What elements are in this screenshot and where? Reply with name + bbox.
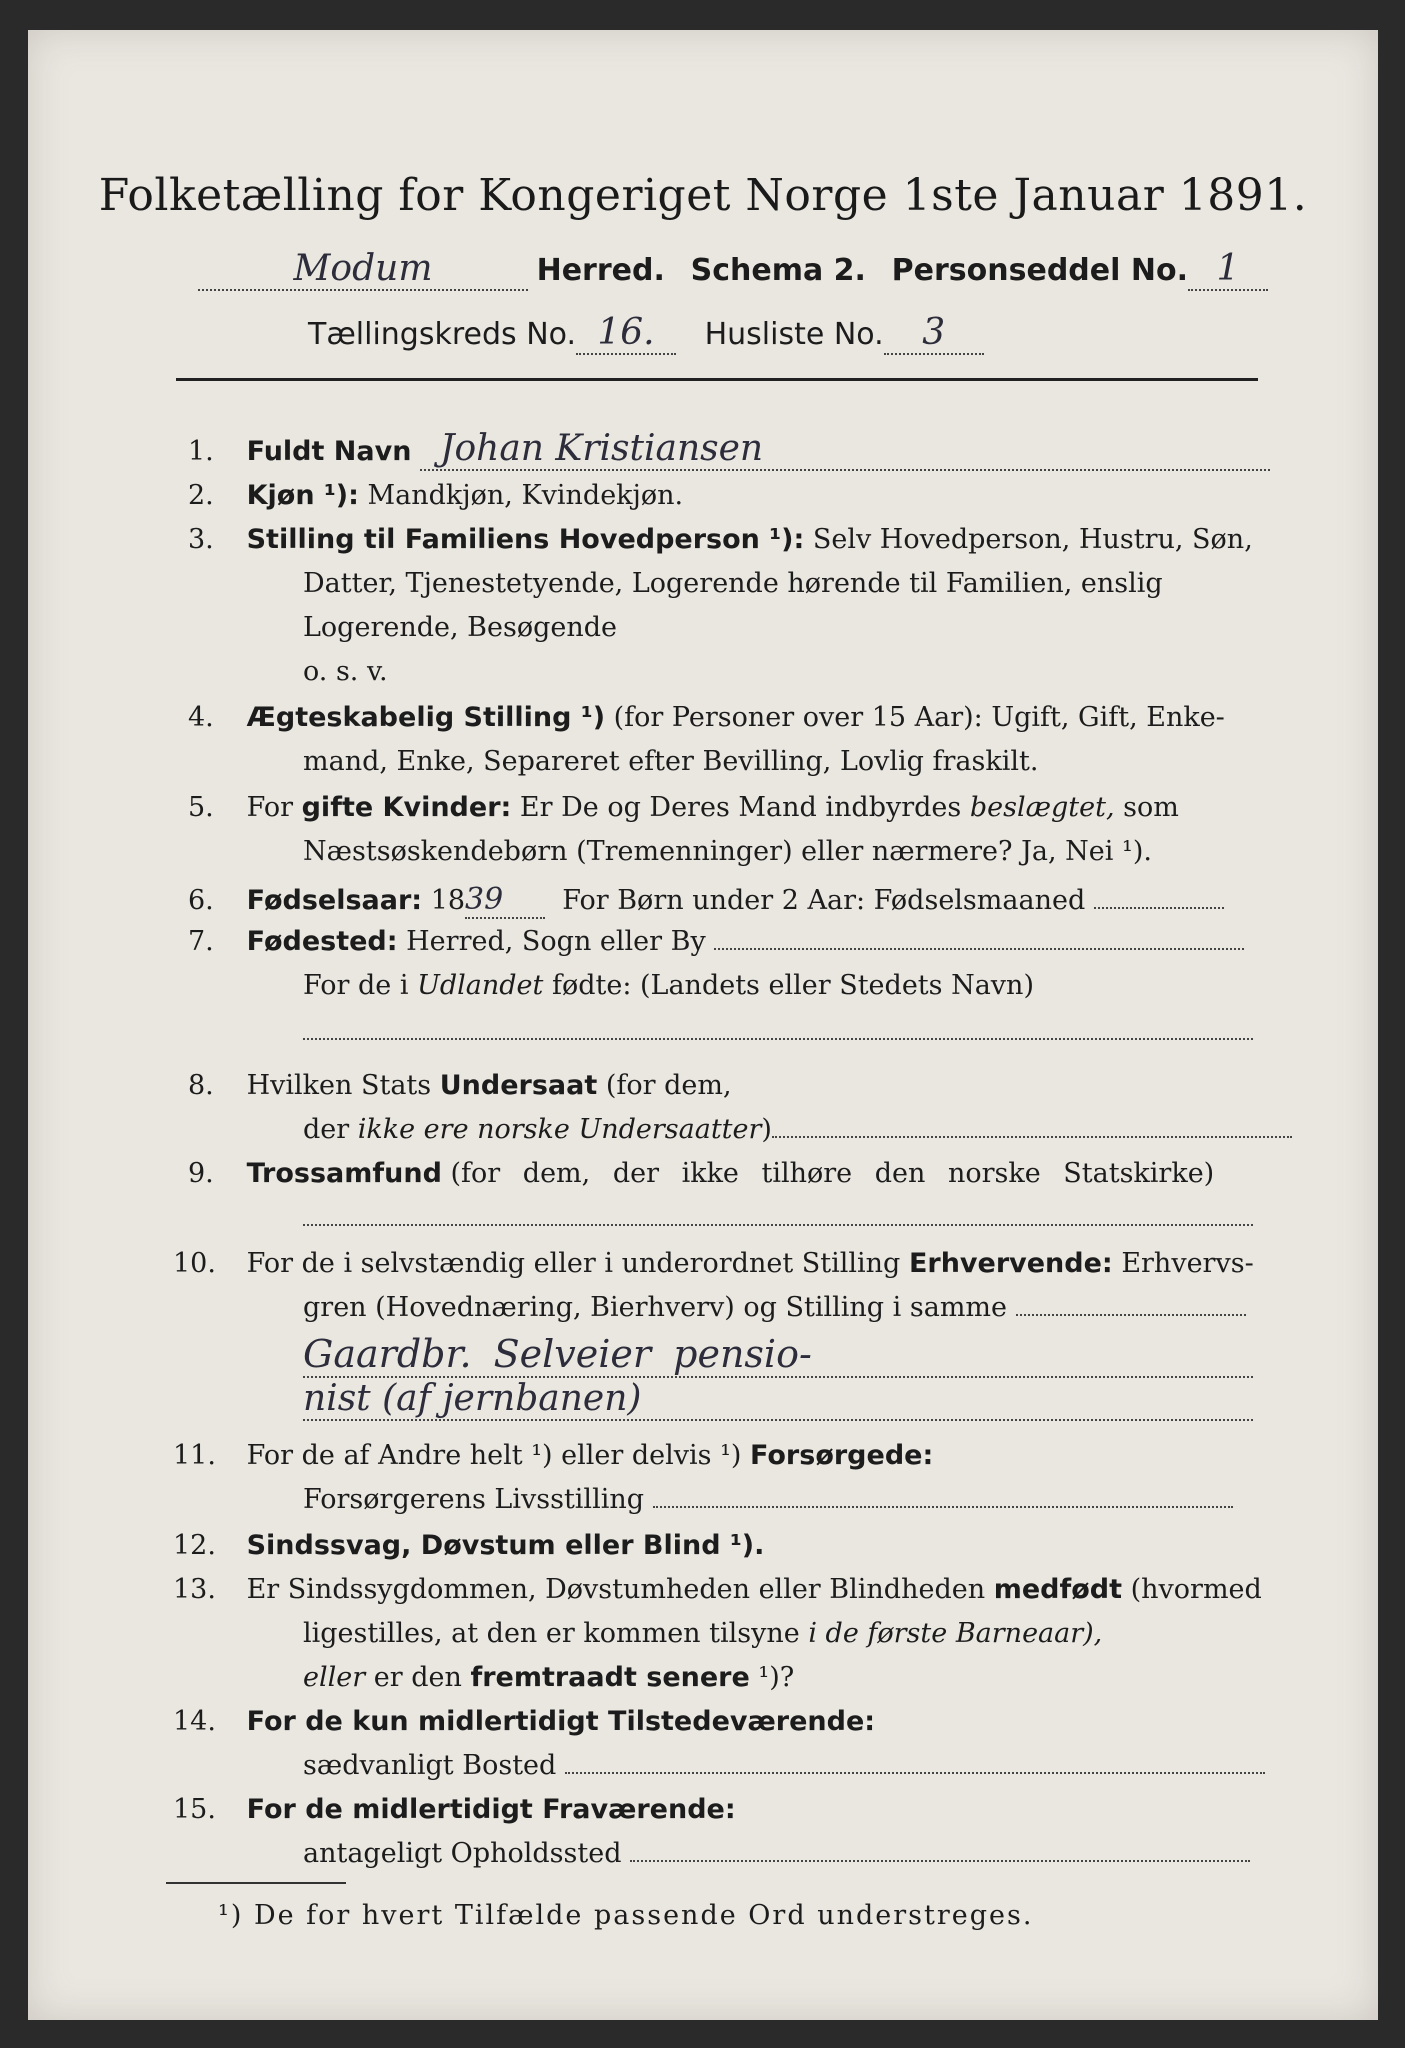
personseddel-value: 1: [1188, 248, 1268, 291]
q6-month-blank: [1094, 907, 1224, 909]
question-4: [188, 702, 1225, 733]
kreds-row: [308, 312, 984, 355]
q7-label: Fødested:: [246, 926, 398, 957]
q13-number: 13.: [173, 1574, 216, 1605]
q10-number: 10.: [173, 1248, 216, 1279]
q13-text-3a: eller: [303, 1662, 366, 1693]
q8-number: 8.: [188, 1070, 214, 1101]
q8-text-2b: ikke ere norske Undersaatter: [357, 1114, 762, 1145]
q10-text-2: gren (Hovednæring, Bierhverv) og Stilling i samme: [303, 1292, 1008, 1323]
q15-row-2: [303, 1838, 1250, 1869]
footnote: ¹) De for hvert Tilfælde passende Ord understreges.: [218, 1900, 1034, 1931]
q8-blank: [772, 1136, 1292, 1138]
q1-name-value: Johan Kristiansen: [420, 428, 1270, 471]
q3-options-3: Logerende, Besøgende: [303, 612, 617, 643]
q11-number: 11.: [173, 1440, 216, 1471]
census-form-page: [28, 30, 1378, 2020]
q11-text-2: Forsørgerens Livsstilling: [303, 1484, 645, 1515]
q2-options: Mandkjøn, Kvindekjøn.: [367, 480, 684, 511]
husliste-label: Husliste No.: [704, 317, 884, 352]
q13-text-1b: (hvormed: [1130, 1574, 1262, 1605]
q7-number: 7.: [188, 926, 214, 957]
question-12: [173, 1530, 764, 1561]
q14-text-2: sædvanligt Bosted: [303, 1750, 557, 1781]
q5-text-1c: som: [1123, 792, 1179, 823]
q9-text: (for dem, der ikke tilhøre den norske Statskirke): [450, 1158, 1215, 1189]
question-1: [188, 428, 1270, 471]
q4-number: 4.: [188, 702, 214, 733]
question-13: [173, 1574, 1262, 1605]
q3-label: Stilling til Familiens Hovedperson ¹):: [246, 524, 805, 555]
q7-blank: [714, 948, 1244, 950]
question-9: [188, 1158, 1214, 1189]
q9-blank: [303, 1202, 1253, 1233]
q13-text-1: Er Sindssygdommen, Døvstumheden eller Blindheden: [246, 1574, 986, 1605]
q12-number: 12.: [173, 1530, 216, 1561]
q15-label: For de midlertidigt Fraværende:: [246, 1794, 736, 1825]
q13-row-2: [303, 1618, 1102, 1649]
q11-text-1: For de af Andre helt ¹) eller delvis ¹): [246, 1440, 742, 1471]
question-8: [188, 1070, 732, 1101]
header-rule: [176, 378, 1258, 381]
question-14: [173, 1706, 875, 1737]
q13-text-3c: fremtraadt senere: [470, 1662, 750, 1693]
q5-text-2: Næstsøskendebørn (Tremenninger) eller nærmere? Ja, Nei ¹).: [303, 836, 1152, 867]
q10-row-2: [303, 1292, 1246, 1323]
q7-foreign-row: [303, 970, 1034, 1001]
q7-text-2b: Udlandet: [417, 970, 544, 1001]
q4-label: Ægteskabelig Stilling ¹): [246, 702, 606, 733]
q2-number: 2.: [188, 480, 214, 511]
q5-text-1b: beslægtet,: [969, 792, 1115, 823]
q13-text-2a: ligestilles, at den er kommen tilsyne: [303, 1618, 800, 1649]
kreds-label: Tællingskreds No.: [308, 317, 576, 352]
question-10: [173, 1248, 1254, 1279]
q8-label: Undersaat: [439, 1070, 598, 1101]
q10-answer-2: [303, 1378, 1253, 1421]
q6-number: 6.: [188, 885, 214, 916]
husliste-value: 3: [884, 312, 984, 355]
q3-options-1: Selv Hovedperson, Hustru, Søn,: [812, 524, 1253, 555]
q13-text-3b: er den: [373, 1662, 462, 1693]
q10-answer-1: [303, 1332, 1253, 1378]
q13-text-3d: ¹)?: [758, 1662, 795, 1693]
q10-occupation-value-1: Gaardbr. Selveier pensio-: [303, 1332, 1253, 1378]
q12-label: Sindssvag, Døvstum eller Blind ¹).: [246, 1530, 765, 1561]
q4-options-1: (for Personer over 15 Aar): Ugift, Gift, Enke-: [613, 702, 1225, 733]
kreds-value: 16.: [576, 312, 676, 355]
q3-options-2: Datter, Tjenestetyende, Logerende hørende til Familien, enslig: [303, 568, 1163, 599]
q9-number: 9.: [188, 1158, 214, 1189]
q2-label: Kjøn ¹):: [246, 480, 359, 511]
q11-row-2: [303, 1484, 1233, 1515]
q13-row-3: [303, 1662, 794, 1693]
q3-options-4: o. s. v.: [303, 656, 388, 687]
q14-row-2: [303, 1750, 1265, 1781]
q10-text-1: For de i selvstændig eller i underordnet Stilling: [246, 1248, 901, 1279]
q14-label: For de kun midlertidigt Tilstedeværende:: [246, 1706, 876, 1737]
question-11: [173, 1440, 933, 1471]
q1-number: 1.: [188, 436, 214, 467]
q8-text-2a: der: [303, 1114, 350, 1145]
personseddel-label: Personseddel No.: [891, 253, 1188, 288]
q11-label: Forsørgede:: [750, 1440, 934, 1471]
q1-label: Fuldt Navn: [246, 436, 412, 467]
q4-options-2: mand, Enke, Separeret efter Bevilling, Lovlig fraskilt.: [303, 746, 1039, 777]
q8-text-1c: (for dem,: [605, 1070, 732, 1101]
q6-text: For Børn under 2 Aar: Fødselsmaaned: [562, 885, 1086, 916]
q6-year-prefix: 18: [430, 885, 466, 916]
question-3: [188, 524, 1253, 555]
q6-year-value: 39: [465, 882, 545, 919]
q13-label: medfødt: [993, 1574, 1123, 1605]
question-7: [188, 926, 1244, 957]
herred-label: Herred.: [536, 253, 665, 288]
q15-number: 15.: [173, 1794, 216, 1825]
q5-label-for: For: [246, 792, 294, 823]
form-title: Folketælling for Kongeriget Norge 1ste Januar 1891.: [98, 170, 1308, 221]
footnote-rule: [166, 1882, 346, 1884]
q5-label: gifte Kvinder:: [301, 792, 512, 823]
q15-text-2: antageligt Opholdssted: [303, 1838, 622, 1869]
question-2: [188, 480, 683, 511]
question-6: [188, 882, 1224, 919]
q3-number: 3.: [188, 524, 214, 555]
q8-row-2: der ikke ere norske Undersaatter): [303, 1114, 1292, 1145]
q9-label: Trossamfund: [246, 1158, 442, 1189]
q6-label: Fødselsaar:: [246, 885, 423, 916]
herred-row: [198, 248, 1268, 291]
q10-occupation-value-2: nist (af jernbanen): [303, 1378, 1253, 1421]
q13-text-2b: i de første Barneaar),: [808, 1618, 1103, 1649]
q5-number: 5.: [188, 792, 214, 823]
q7-foreign-blank: [303, 1016, 1253, 1047]
herred-value: Modum: [198, 248, 528, 291]
q8-text-1a: Hvilken Stats: [246, 1070, 432, 1101]
q5-text-1: Er De og Deres Mand indbyrdes: [519, 792, 962, 823]
q7-text-2c: fødte: (Landets eller Stedets Navn): [551, 970, 1034, 1001]
schema-label: Schema 2.: [690, 253, 866, 288]
question-5: [188, 792, 1179, 823]
q10-text-1b: Erhvervs-: [1121, 1248, 1254, 1279]
q7-options: Herred, Sogn eller By: [406, 926, 706, 957]
q7-text-2a: For de i: [303, 970, 409, 1001]
question-15: [173, 1794, 736, 1825]
q10-label: Erhvervende:: [908, 1248, 1113, 1279]
q14-number: 14.: [173, 1706, 216, 1737]
